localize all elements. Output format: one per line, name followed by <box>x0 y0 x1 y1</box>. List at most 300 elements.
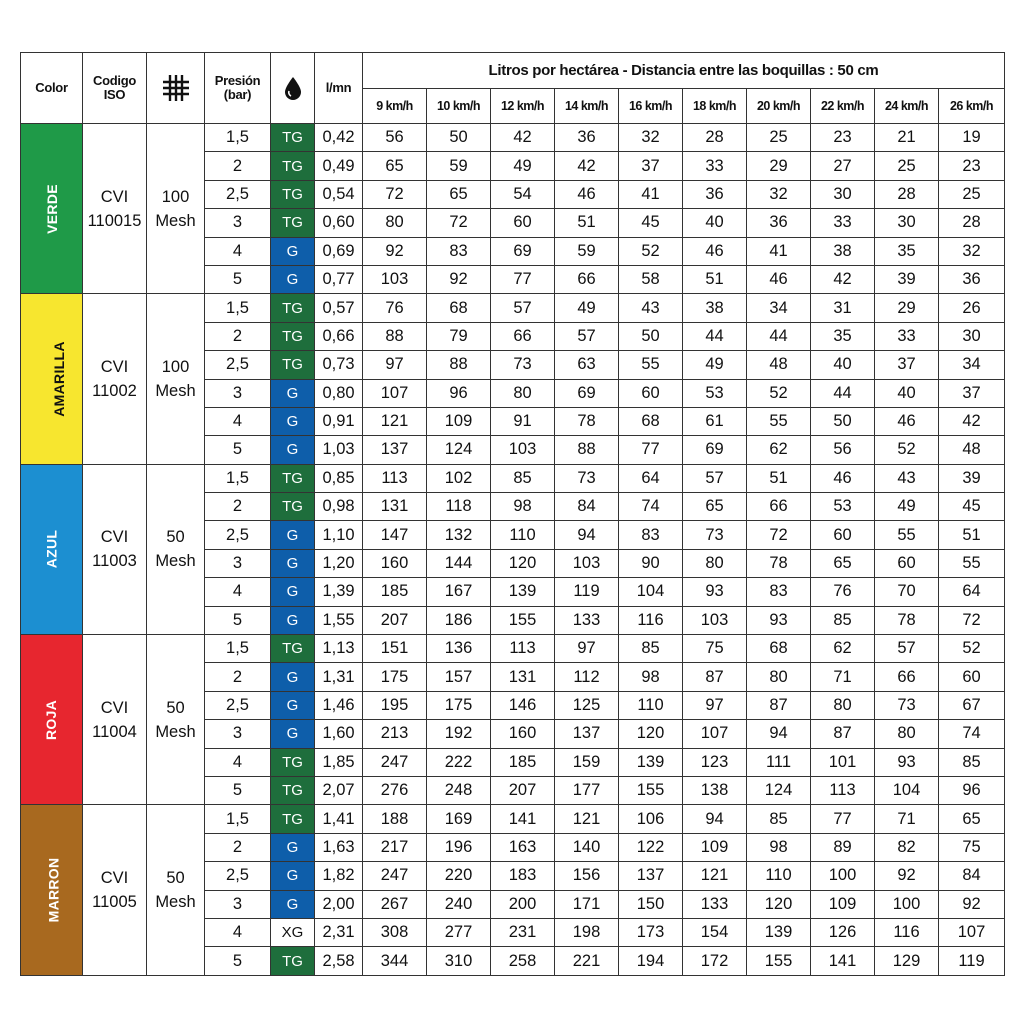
rate-cell: 37 <box>875 351 939 379</box>
rate-cell: 64 <box>619 464 683 492</box>
rate-cell: 35 <box>875 237 939 265</box>
rate-cell: 49 <box>683 351 747 379</box>
rate-cell: 50 <box>619 322 683 350</box>
rate-cell: 65 <box>811 549 875 577</box>
rate-cell: 78 <box>747 549 811 577</box>
rate-cell: 69 <box>555 379 619 407</box>
rate-cell: 46 <box>683 237 747 265</box>
flow-cell: 2,58 <box>315 947 363 975</box>
mesh-size: 50 Mesh <box>147 464 205 634</box>
rate-cell: 196 <box>427 833 491 861</box>
rate-cell: 231 <box>491 918 555 946</box>
rate-cell: 85 <box>491 464 555 492</box>
rate-cell: 68 <box>619 407 683 435</box>
rate-cell: 50 <box>427 124 491 152</box>
mesh-size: 50 Mesh <box>147 635 205 805</box>
rate-cell: 155 <box>747 947 811 975</box>
rate-cell: 52 <box>619 237 683 265</box>
rate-cell: 41 <box>619 180 683 208</box>
rate-cell: 50 <box>811 407 875 435</box>
rate-cell: 75 <box>939 833 1005 861</box>
flow-cell: 0,69 <box>315 237 363 265</box>
pressure-cell: 1,5 <box>205 294 271 322</box>
speed-header: 9 km/h <box>363 89 427 124</box>
table-row <box>21 635 1005 663</box>
rate-cell: 137 <box>555 720 619 748</box>
mesh-size: 50 Mesh <box>147 805 205 975</box>
flow-cell: 1,13 <box>315 635 363 663</box>
rate-cell: 177 <box>555 776 619 804</box>
rate-cell: 46 <box>875 407 939 435</box>
rate-cell: 120 <box>619 720 683 748</box>
rate-cell: 157 <box>427 663 491 691</box>
rate-cell: 68 <box>747 635 811 663</box>
droplet-class-cell: TG <box>271 493 315 521</box>
rate-cell: 151 <box>363 635 427 663</box>
rate-cell: 159 <box>555 748 619 776</box>
flow-cell: 0,54 <box>315 180 363 208</box>
rate-cell: 55 <box>747 407 811 435</box>
rate-cell: 73 <box>875 691 939 719</box>
color-name: VERDE <box>43 183 60 234</box>
rate-cell: 141 <box>811 947 875 975</box>
rate-cell: 77 <box>619 436 683 464</box>
rate-cell: 55 <box>939 549 1005 577</box>
rate-cell: 110 <box>619 691 683 719</box>
rate-cell: 48 <box>939 436 1005 464</box>
rate-cell: 51 <box>683 265 747 293</box>
rate-cell: 44 <box>811 379 875 407</box>
rate-cell: 63 <box>555 351 619 379</box>
rate-cell: 109 <box>683 833 747 861</box>
droplet-class-cell: G <box>271 833 315 861</box>
iso-code: CVI 11002 <box>83 294 147 464</box>
rate-cell: 121 <box>363 407 427 435</box>
rate-cell: 111 <box>747 748 811 776</box>
rate-cell: 169 <box>427 805 491 833</box>
rate-cell: 56 <box>811 436 875 464</box>
rate-cell: 103 <box>491 436 555 464</box>
flow-cell: 0,85 <box>315 464 363 492</box>
rate-cell: 112 <box>555 663 619 691</box>
rate-cell: 200 <box>491 890 555 918</box>
iso-code: CVI 11003 <box>83 464 147 634</box>
rate-cell: 175 <box>363 663 427 691</box>
rate-cell: 73 <box>555 464 619 492</box>
rate-cell: 52 <box>939 635 1005 663</box>
rate-cell: 60 <box>875 549 939 577</box>
rate-cell: 80 <box>683 549 747 577</box>
flow-cell: 1,55 <box>315 606 363 634</box>
table-row <box>21 294 1005 322</box>
rate-cell: 155 <box>619 776 683 804</box>
rate-cell: 44 <box>683 322 747 350</box>
rate-cell: 93 <box>683 578 747 606</box>
rate-cell: 34 <box>939 351 1005 379</box>
rate-cell: 37 <box>619 152 683 180</box>
droplet-class-cell: TG <box>271 947 315 975</box>
rate-cell: 110 <box>747 862 811 890</box>
rate-cell: 88 <box>555 436 619 464</box>
droplet-class-cell: G <box>271 436 315 464</box>
rate-cell: 207 <box>363 606 427 634</box>
rate-cell: 98 <box>747 833 811 861</box>
droplet-class-cell: G <box>271 606 315 634</box>
droplet-class-cell: XG <box>271 918 315 946</box>
rate-cell: 147 <box>363 521 427 549</box>
rate-cell: 51 <box>747 464 811 492</box>
rate-cell: 76 <box>811 578 875 606</box>
droplet-class-cell: TG <box>271 464 315 492</box>
droplet-class-cell: G <box>271 237 315 265</box>
pressure-cell: 4 <box>205 748 271 776</box>
rate-cell: 107 <box>363 379 427 407</box>
flow-cell: 2,07 <box>315 776 363 804</box>
rate-cell: 38 <box>811 237 875 265</box>
rate-cell: 78 <box>555 407 619 435</box>
rate-cell: 109 <box>811 890 875 918</box>
flow-cell: 0,49 <box>315 152 363 180</box>
rate-cell: 87 <box>683 663 747 691</box>
rate-cell: 267 <box>363 890 427 918</box>
rate-cell: 310 <box>427 947 491 975</box>
droplet-class-cell: TG <box>271 294 315 322</box>
rate-cell: 23 <box>939 152 1005 180</box>
pressure-cell: 5 <box>205 265 271 293</box>
rate-cell: 88 <box>363 322 427 350</box>
rate-cell: 90 <box>619 549 683 577</box>
rate-cell: 129 <box>875 947 939 975</box>
pressure-cell: 3 <box>205 379 271 407</box>
rate-cell: 94 <box>747 720 811 748</box>
rate-cell: 175 <box>427 691 491 719</box>
rate-cell: 85 <box>619 635 683 663</box>
header-codigo-iso <box>83 53 147 124</box>
rate-cell: 97 <box>555 635 619 663</box>
rate-cell: 51 <box>939 521 1005 549</box>
rate-cell: 62 <box>747 436 811 464</box>
rate-cell: 100 <box>875 890 939 918</box>
droplet-class-cell: G <box>271 379 315 407</box>
pressure-cell: 2,5 <box>205 521 271 549</box>
rate-cell: 92 <box>427 265 491 293</box>
rate-cell: 146 <box>491 691 555 719</box>
rate-cell: 25 <box>747 124 811 152</box>
rate-cell: 72 <box>939 606 1005 634</box>
rate-cell: 39 <box>875 265 939 293</box>
rate-cell: 37 <box>939 379 1005 407</box>
rate-cell: 72 <box>427 209 491 237</box>
flow-cell: 0,80 <box>315 379 363 407</box>
speed-header: 22 km/h <box>811 89 875 124</box>
rate-cell: 125 <box>555 691 619 719</box>
rate-cell: 55 <box>619 351 683 379</box>
rate-cell: 119 <box>555 578 619 606</box>
rate-cell: 88 <box>427 351 491 379</box>
flow-cell: 0,57 <box>315 294 363 322</box>
rate-cell: 93 <box>747 606 811 634</box>
rate-cell: 258 <box>491 947 555 975</box>
rate-cell: 82 <box>875 833 939 861</box>
flow-cell: 2,31 <box>315 918 363 946</box>
rate-cell: 76 <box>363 294 427 322</box>
rate-cell: 29 <box>875 294 939 322</box>
pressure-cell: 2 <box>205 322 271 350</box>
flow-cell: 1,39 <box>315 578 363 606</box>
iso-code: CVI 110015 <box>83 124 147 294</box>
rate-cell: 66 <box>491 322 555 350</box>
speed-header: 18 km/h <box>683 89 747 124</box>
rate-cell: 85 <box>939 748 1005 776</box>
rate-cell: 31 <box>811 294 875 322</box>
rate-cell: 25 <box>875 152 939 180</box>
rate-cell: 100 <box>811 862 875 890</box>
droplet-class-cell: TG <box>271 805 315 833</box>
color-label <box>21 635 83 805</box>
pressure-cell: 2 <box>205 833 271 861</box>
rate-cell: 185 <box>491 748 555 776</box>
rate-cell: 98 <box>491 493 555 521</box>
rate-cell: 96 <box>939 776 1005 804</box>
rate-cell: 53 <box>683 379 747 407</box>
pressure-cell: 3 <box>205 890 271 918</box>
flow-cell: 0,73 <box>315 351 363 379</box>
rate-cell: 77 <box>491 265 555 293</box>
header-color: Color <box>21 53 83 124</box>
rate-cell: 198 <box>555 918 619 946</box>
rate-cell: 171 <box>555 890 619 918</box>
rate-cell: 131 <box>491 663 555 691</box>
rate-cell: 84 <box>939 862 1005 890</box>
rate-cell: 66 <box>875 663 939 691</box>
nozzle-flow-table <box>20 52 1005 976</box>
rate-cell: 94 <box>555 521 619 549</box>
pressure-cell: 4 <box>205 578 271 606</box>
rate-cell: 276 <box>363 776 427 804</box>
rate-cell: 27 <box>811 152 875 180</box>
speed-header: 16 km/h <box>619 89 683 124</box>
rate-cell: 75 <box>683 635 747 663</box>
rate-cell: 23 <box>811 124 875 152</box>
rate-cell: 139 <box>747 918 811 946</box>
rate-cell: 113 <box>363 464 427 492</box>
rate-cell: 83 <box>619 521 683 549</box>
rate-cell: 36 <box>555 124 619 152</box>
rate-cell: 42 <box>555 152 619 180</box>
color-name: ROJA <box>43 699 60 740</box>
rate-cell: 80 <box>875 720 939 748</box>
pressure-cell: 4 <box>205 918 271 946</box>
rate-cell: 136 <box>427 635 491 663</box>
rate-cell: 107 <box>683 720 747 748</box>
rate-cell: 124 <box>747 776 811 804</box>
rate-cell: 195 <box>363 691 427 719</box>
flow-cell: 0,91 <box>315 407 363 435</box>
rate-cell: 55 <box>875 521 939 549</box>
rate-cell: 247 <box>363 748 427 776</box>
droplet-class-cell: G <box>271 862 315 890</box>
rate-cell: 101 <box>811 748 875 776</box>
rate-cell: 248 <box>427 776 491 804</box>
grid-icon <box>161 73 191 103</box>
rate-cell: 28 <box>939 209 1005 237</box>
color-label <box>21 124 83 294</box>
rate-cell: 42 <box>811 265 875 293</box>
rate-cell: 154 <box>683 918 747 946</box>
rate-cell: 29 <box>747 152 811 180</box>
rate-cell: 79 <box>427 322 491 350</box>
rate-cell: 131 <box>363 493 427 521</box>
rate-cell: 80 <box>491 379 555 407</box>
droplet-class-cell: TG <box>271 322 315 350</box>
rate-cell: 80 <box>747 663 811 691</box>
flow-cell: 1,20 <box>315 549 363 577</box>
header-codigo-text: Codigo ISO <box>93 73 136 102</box>
rate-cell: 138 <box>683 776 747 804</box>
rate-cell: 45 <box>619 209 683 237</box>
pressure-cell: 5 <box>205 436 271 464</box>
rate-cell: 33 <box>683 152 747 180</box>
rate-cell: 132 <box>427 521 491 549</box>
rate-cell: 120 <box>747 890 811 918</box>
droplet-class-cell: TG <box>271 209 315 237</box>
rate-cell: 32 <box>747 180 811 208</box>
pressure-cell: 5 <box>205 947 271 975</box>
droplet-class-cell: G <box>271 691 315 719</box>
rate-cell: 42 <box>939 407 1005 435</box>
droplet-class-cell: G <box>271 578 315 606</box>
rate-cell: 217 <box>363 833 427 861</box>
rate-cell: 64 <box>939 578 1005 606</box>
rate-cell: 42 <box>491 124 555 152</box>
rate-cell: 247 <box>363 862 427 890</box>
rate-cell: 240 <box>427 890 491 918</box>
rate-cell: 188 <box>363 805 427 833</box>
rate-cell: 220 <box>427 862 491 890</box>
flow-cell: 1,60 <box>315 720 363 748</box>
rate-cell: 28 <box>683 124 747 152</box>
rate-cell: 28 <box>875 180 939 208</box>
droplet-class-cell: G <box>271 890 315 918</box>
pressure-cell: 2 <box>205 663 271 691</box>
rate-cell: 65 <box>363 152 427 180</box>
rate-cell: 116 <box>619 606 683 634</box>
speed-header: 26 km/h <box>939 89 1005 124</box>
rate-cell: 77 <box>811 805 875 833</box>
rate-cell: 97 <box>363 351 427 379</box>
flow-cell: 0,77 <box>315 265 363 293</box>
speed-header: 12 km/h <box>491 89 555 124</box>
drop-icon <box>284 76 302 100</box>
rate-cell: 68 <box>427 294 491 322</box>
rate-cell: 122 <box>619 833 683 861</box>
rate-cell: 71 <box>811 663 875 691</box>
rate-cell: 57 <box>555 322 619 350</box>
rate-cell: 113 <box>811 776 875 804</box>
rate-cell: 144 <box>427 549 491 577</box>
rate-cell: 48 <box>747 351 811 379</box>
flow-cell: 1,03 <box>315 436 363 464</box>
flow-cell: 1,85 <box>315 748 363 776</box>
pressure-cell: 1,5 <box>205 124 271 152</box>
rate-cell: 104 <box>875 776 939 804</box>
pressure-cell: 3 <box>205 549 271 577</box>
rate-cell: 30 <box>875 209 939 237</box>
rate-cell: 308 <box>363 918 427 946</box>
color-label <box>21 464 83 634</box>
rate-cell: 139 <box>619 748 683 776</box>
droplet-class-cell: G <box>271 549 315 577</box>
rate-cell: 156 <box>555 862 619 890</box>
rate-cell: 60 <box>939 663 1005 691</box>
speed-header: 24 km/h <box>875 89 939 124</box>
rate-cell: 61 <box>683 407 747 435</box>
rate-cell: 58 <box>619 265 683 293</box>
droplet-class-cell: TG <box>271 748 315 776</box>
rate-cell: 69 <box>683 436 747 464</box>
pressure-cell: 2 <box>205 152 271 180</box>
droplet-class-cell: TG <box>271 776 315 804</box>
table-row <box>21 464 1005 492</box>
rate-cell: 222 <box>427 748 491 776</box>
rate-cell: 126 <box>811 918 875 946</box>
droplet-class-cell: TG <box>271 152 315 180</box>
rate-cell: 92 <box>363 237 427 265</box>
mesh-size: 100 Mesh <box>147 294 205 464</box>
rate-cell: 30 <box>811 180 875 208</box>
rate-cell: 123 <box>683 748 747 776</box>
rate-cell: 85 <box>747 805 811 833</box>
rate-cell: 59 <box>555 237 619 265</box>
color-label <box>21 294 83 464</box>
rate-cell: 67 <box>939 691 1005 719</box>
rate-cell: 25 <box>939 180 1005 208</box>
pressure-cell: 2,5 <box>205 351 271 379</box>
flow-cell: 2,00 <box>315 890 363 918</box>
rate-cell: 120 <box>491 549 555 577</box>
rate-cell: 34 <box>747 294 811 322</box>
rate-cell: 73 <box>491 351 555 379</box>
rate-cell: 26 <box>939 294 1005 322</box>
rate-cell: 43 <box>619 294 683 322</box>
droplet-class-cell: TG <box>271 351 315 379</box>
rate-cell: 66 <box>747 493 811 521</box>
color-name: AZUL <box>43 530 60 569</box>
pressure-cell: 2,5 <box>205 691 271 719</box>
rate-cell: 192 <box>427 720 491 748</box>
rate-cell: 39 <box>939 464 1005 492</box>
rate-cell: 36 <box>747 209 811 237</box>
pressure-cell: 1,5 <box>205 635 271 663</box>
rate-cell: 43 <box>875 464 939 492</box>
pressure-cell: 4 <box>205 237 271 265</box>
rate-cell: 87 <box>811 720 875 748</box>
rate-cell: 46 <box>555 180 619 208</box>
rate-cell: 40 <box>683 209 747 237</box>
rate-cell: 65 <box>427 180 491 208</box>
rate-cell: 71 <box>875 805 939 833</box>
rate-cell: 52 <box>875 436 939 464</box>
rate-cell: 121 <box>555 805 619 833</box>
speed-header: 20 km/h <box>747 89 811 124</box>
rate-cell: 30 <box>939 322 1005 350</box>
droplet-class-cell: G <box>271 521 315 549</box>
rate-cell: 65 <box>939 805 1005 833</box>
rate-cell: 194 <box>619 947 683 975</box>
rate-cell: 118 <box>427 493 491 521</box>
flow-cell: 1,10 <box>315 521 363 549</box>
rate-cell: 46 <box>747 265 811 293</box>
